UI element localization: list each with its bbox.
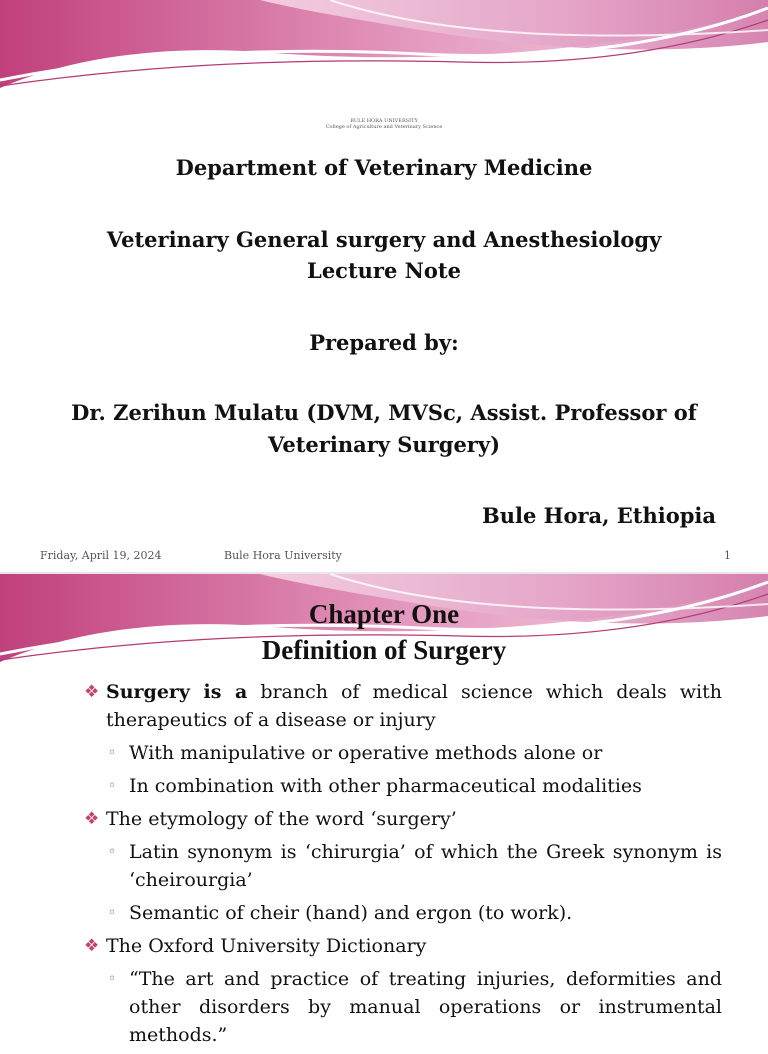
bullet-list [84, 678, 722, 1054]
circle-bullet-icon: ◦ [108, 971, 117, 987]
department-title: Department of Veterinary Medicine [175, 155, 593, 180]
term-bold: Surgery is a [106, 681, 248, 703]
subitem-text: In combination with other pharmaceutical modalities [129, 775, 642, 797]
list-subitem [84, 838, 722, 894]
list-item [84, 932, 722, 960]
prepared-by-label: Prepared by: [309, 330, 459, 355]
circle-bullet-icon: ◦ [108, 905, 117, 921]
chapter-title: Chapter One [308, 599, 460, 629]
chapter-subtitle: Definition of Surgery [261, 635, 507, 665]
college-name: College of Agriculture and Veterinary Science [325, 124, 443, 130]
circle-bullet-icon: ◦ [108, 844, 117, 860]
list-subitem [84, 772, 722, 800]
subitem-text: Latin synonym is ‘chirurgia’ of which the Greek synonym is ‘cheirourgia’ [129, 841, 722, 891]
page-number: 1 [724, 549, 731, 562]
subitem-text: With manipulative or operative methods alone or [129, 742, 603, 764]
course-subtitle: Lecture Note [307, 258, 461, 283]
author-line-2: Veterinary Surgery) [267, 432, 501, 457]
list-subitem [84, 739, 722, 767]
content-slide [0, 574, 768, 1046]
institution-name: BULE HORA UNIVERSITY [350, 118, 418, 124]
diamond-bullet-icon: ❖ [84, 936, 100, 956]
item-text: The etymology of the word ‘surgery’ [106, 808, 457, 830]
footer-date: Friday, April 19, 2024 [40, 549, 162, 562]
footer-university: Bule Hora University [224, 549, 342, 562]
author-line-1: Dr. Zerihun Mulatu (DVM, MVSc, Assist. Professor of [71, 400, 697, 425]
circle-bullet-icon: ◦ [108, 745, 117, 761]
course-title: Veterinary General surgery and Anesthesiology [106, 227, 662, 252]
list-item [84, 805, 722, 833]
header-wave-decoration [0, 0, 768, 100]
circle-bullet-icon: ◦ [108, 778, 117, 794]
item-text: The Oxford University Dictionary [106, 935, 427, 957]
list-subitem [84, 965, 722, 1049]
list-subitem [84, 899, 722, 927]
definition-text: branch of medical science which deals with therapeutics of a disease or injury [106, 681, 722, 731]
diamond-bullet-icon: ❖ [84, 809, 100, 829]
subitem-text: Semantic of cheir (hand) and ergon (to work). [129, 902, 573, 924]
subitem-text: “The art and practice of treating injuries, deformities and other disorders by manual operations or instrumental methods.” [129, 968, 722, 1046]
diamond-bullet-icon: ❖ [84, 682, 100, 702]
list-item [84, 678, 722, 734]
location: Bule Hora, Ethiopia [481, 503, 716, 528]
